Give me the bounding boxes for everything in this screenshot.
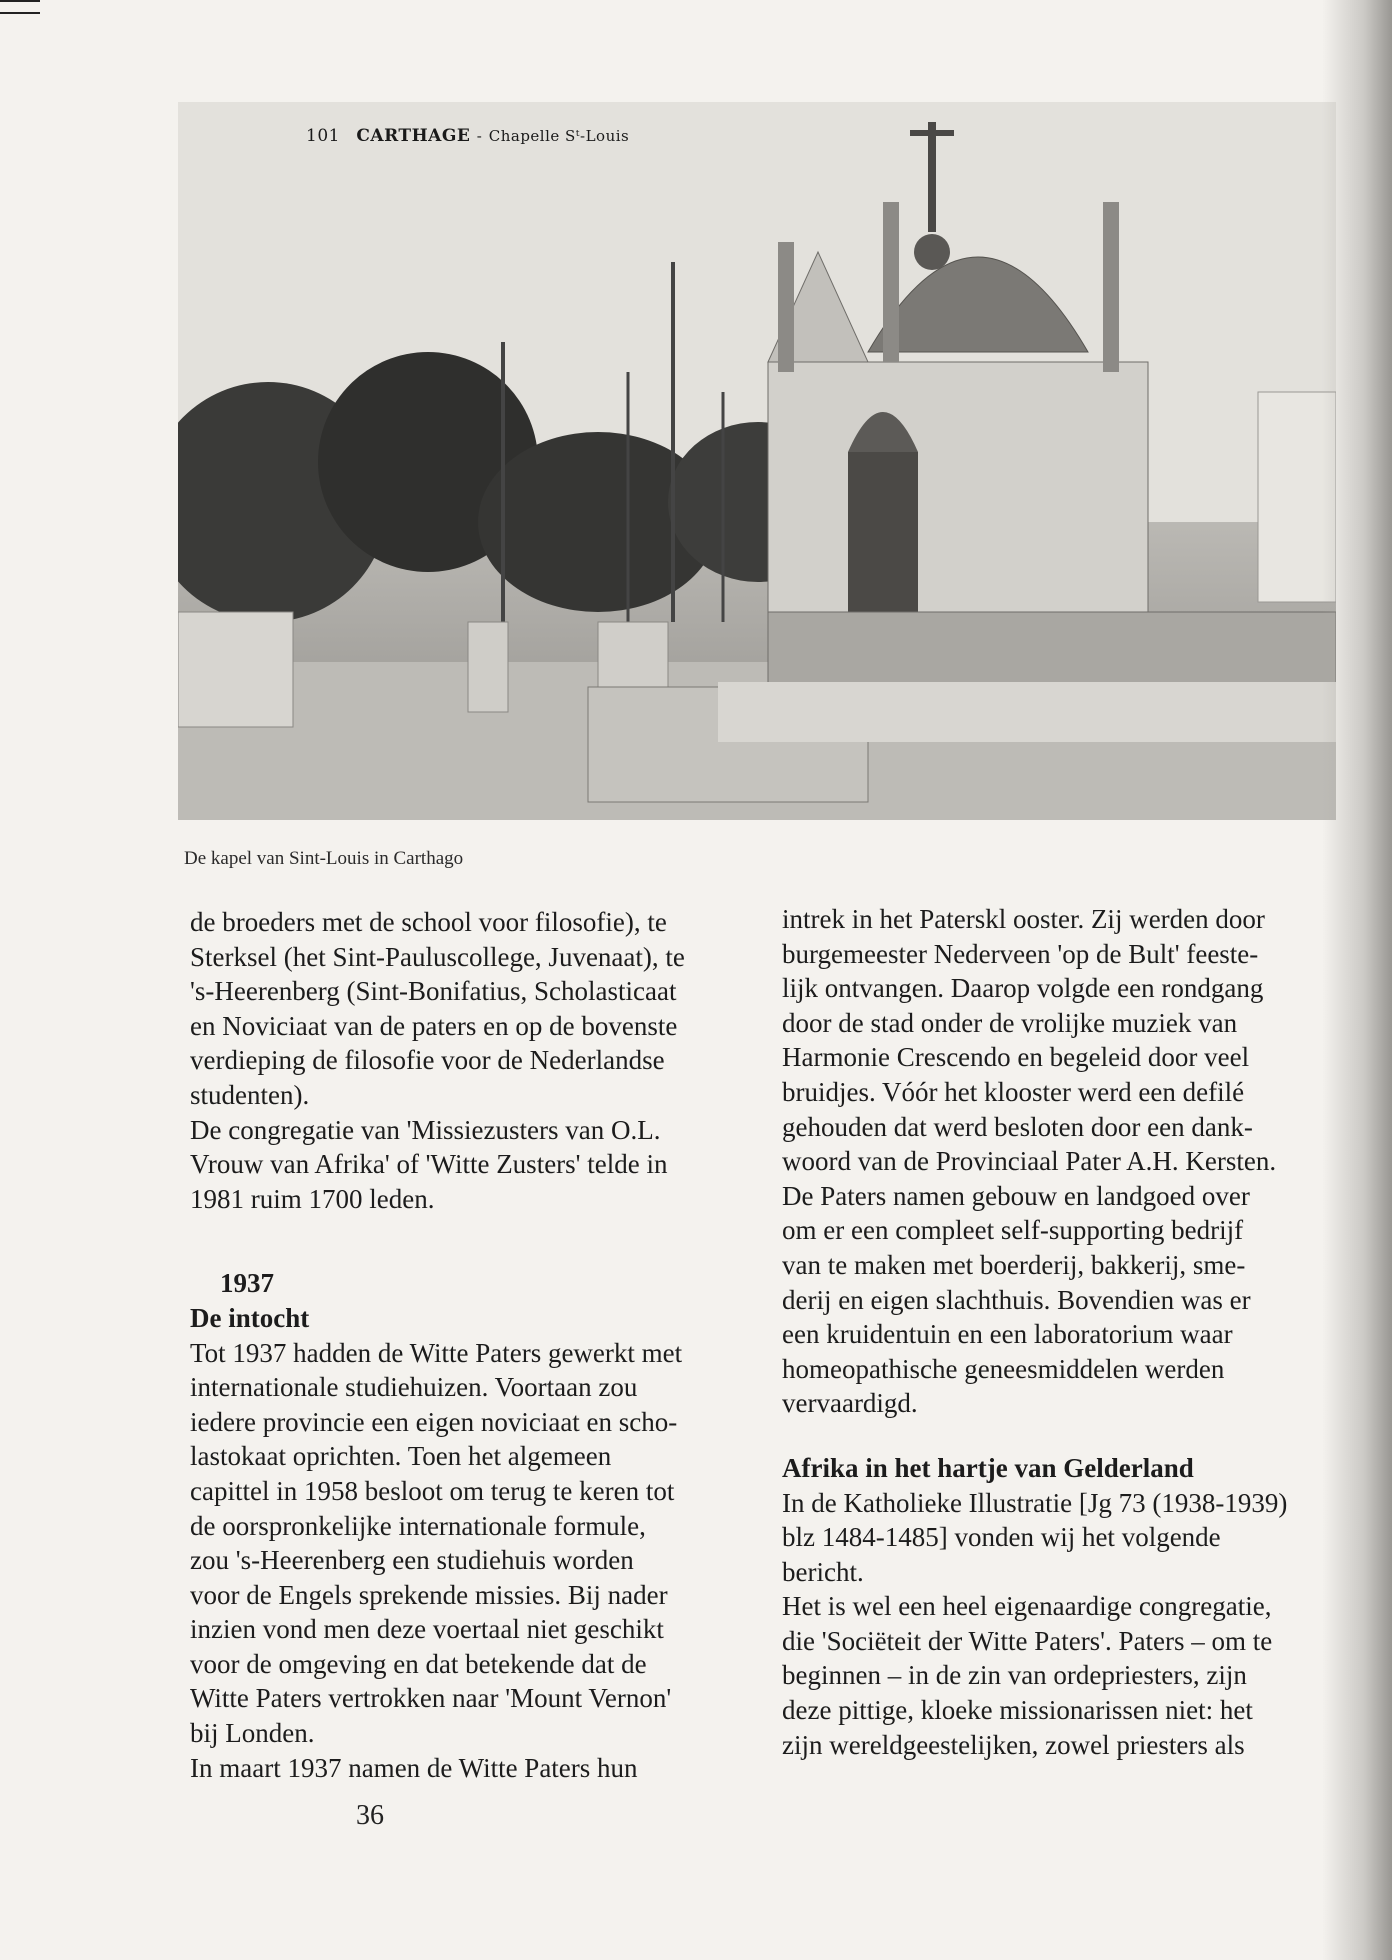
text-line: internationale studiehuizen. Voortaan zou [190, 1372, 638, 1403]
text-line: studenten). [190, 1079, 310, 1110]
text-line: lijk ontvangen. Daarop volgde een rondgang [782, 973, 1264, 1004]
text-line: 's-Heerenberg (Sint-Bonifatius, Scholasticaat [190, 976, 677, 1007]
text-line: Harmonie Crescendo en begeleid door veel [782, 1042, 1250, 1073]
page-binding-shadow [1322, 0, 1392, 1960]
section-title: Afrika in het hartje van Gelderland [782, 1452, 1194, 1483]
photo-label-dash: - [476, 127, 483, 145]
text-line: zijn wereldgeestelijken, zowel priesters als [782, 1729, 1245, 1760]
text-line: de oorspronkelijke internationale formule, [190, 1510, 646, 1541]
text-line: intrek in het Paterskl ooster. Zij werden door [782, 904, 1265, 934]
page-number: 36 [356, 1800, 384, 1831]
text-line: gehouden dat werd besloten door een dank- [782, 1111, 1253, 1142]
section-year: 1937 [220, 1268, 274, 1299]
text-line: bericht. [782, 1556, 864, 1587]
spacer [782, 1421, 1342, 1451]
text-line: van te maken met boerderij, bakkerij, sme- [782, 1249, 1246, 1280]
text-line: voor de Engels sprekende missies. Bij nader [190, 1579, 668, 1610]
text-line: Witte Paters vertrokken naar 'Mount Vernon' [190, 1683, 672, 1714]
text-line: die 'Sociëteit der Witte Paters'. Paters – om te [782, 1625, 1273, 1656]
text-line: blz 1484-1485] vonden wij het volgende [782, 1522, 1221, 1553]
text-line: woord van de Provinciaal Pater A.H. Kersten. [782, 1146, 1277, 1177]
text-line: In de Katholieke Illustratie [Jg 73 (1938-1939) [782, 1487, 1288, 1518]
text-line: beginnen – in de zin van ordepriesters, zijn [782, 1660, 1247, 1691]
section-title: De intocht [190, 1302, 310, 1333]
right-column [782, 902, 1342, 1762]
text-line: de broeders met de school voor filosofie), te [190, 907, 667, 937]
photo-label-subtitle: Chapelle Sᵗ-Louis [488, 127, 630, 145]
text-line: iedere provincie een eigen noviciaat en scho- [190, 1406, 678, 1437]
chapel-photograph [178, 102, 1336, 820]
text-line: voor de omgeving en dat betekende dat de [190, 1648, 647, 1679]
text-line: een kruidentuin en een laboratorium waar [782, 1319, 1233, 1350]
text-line: zou 's-Heerenberg een studiehuis worden [190, 1545, 634, 1576]
photo-caption: De kapel van Sint-Louis in Carthago [184, 848, 464, 869]
text-line: De congregatie van 'Missiezusters van O.L. [190, 1114, 661, 1145]
text-line: Vrouw van Afrika' of 'Witte Zusters' telde in [190, 1149, 668, 1180]
text-line: capittel in 1958 besloot om terug te keren tot [190, 1475, 675, 1506]
text-line: deze pittige, kloeke missionarissen niet: het [782, 1695, 1253, 1726]
page-edge-marks [0, 0, 40, 14]
text-line: derij en eigen slachthuis. Bovendien was er [782, 1284, 1251, 1315]
text-line: Het is wel een heel eigenaardige congregatie, [782, 1591, 1272, 1622]
text-line: 1981 ruim 1700 leden. [190, 1183, 435, 1214]
text-line: om er een compleet self-supporting bedrijf [782, 1215, 1244, 1246]
text-line: en Noviciaat van de paters en op de bovenste [190, 1010, 678, 1041]
text-line: Tot 1937 hadden de Witte Paters gewerkt met [190, 1337, 683, 1368]
text-line: bruidjes. Vóór het klooster werd een defilé [782, 1076, 1245, 1107]
text-line: burgemeester Nederveen 'op de Bult' feeste- [782, 938, 1259, 969]
chapel-photo-illustration [178, 102, 1336, 820]
text-line: bij Londen. [190, 1718, 315, 1749]
photo-label-number: 101 [306, 126, 340, 146]
text-line: lastokaat oprichten. Toen het algemeen [190, 1441, 612, 1472]
text-line: Sterksel (het Sint-Pauluscollege, Juvenaat), te [190, 941, 685, 972]
text-line: verdieping de filosofie voor de Nederlandse [190, 1045, 665, 1076]
text-line: De Paters namen gebouw en landgoed over [782, 1180, 1250, 1211]
spacer [190, 1216, 770, 1266]
photo-postcard-label [306, 126, 629, 146]
text-line: homeopathische geneesmiddelen werden [782, 1353, 1225, 1384]
photo-label-title: CARTHAGE [356, 126, 471, 146]
text-line: door de stad onder de vrolijke muziek van [782, 1007, 1238, 1038]
left-column [190, 905, 770, 1785]
text-line: In maart 1937 namen de Witte Paters hun [190, 1752, 638, 1783]
text-line: inzien vond men deze voertaal niet geschikt [190, 1614, 664, 1645]
text-line: vervaardigd. [782, 1388, 918, 1419]
